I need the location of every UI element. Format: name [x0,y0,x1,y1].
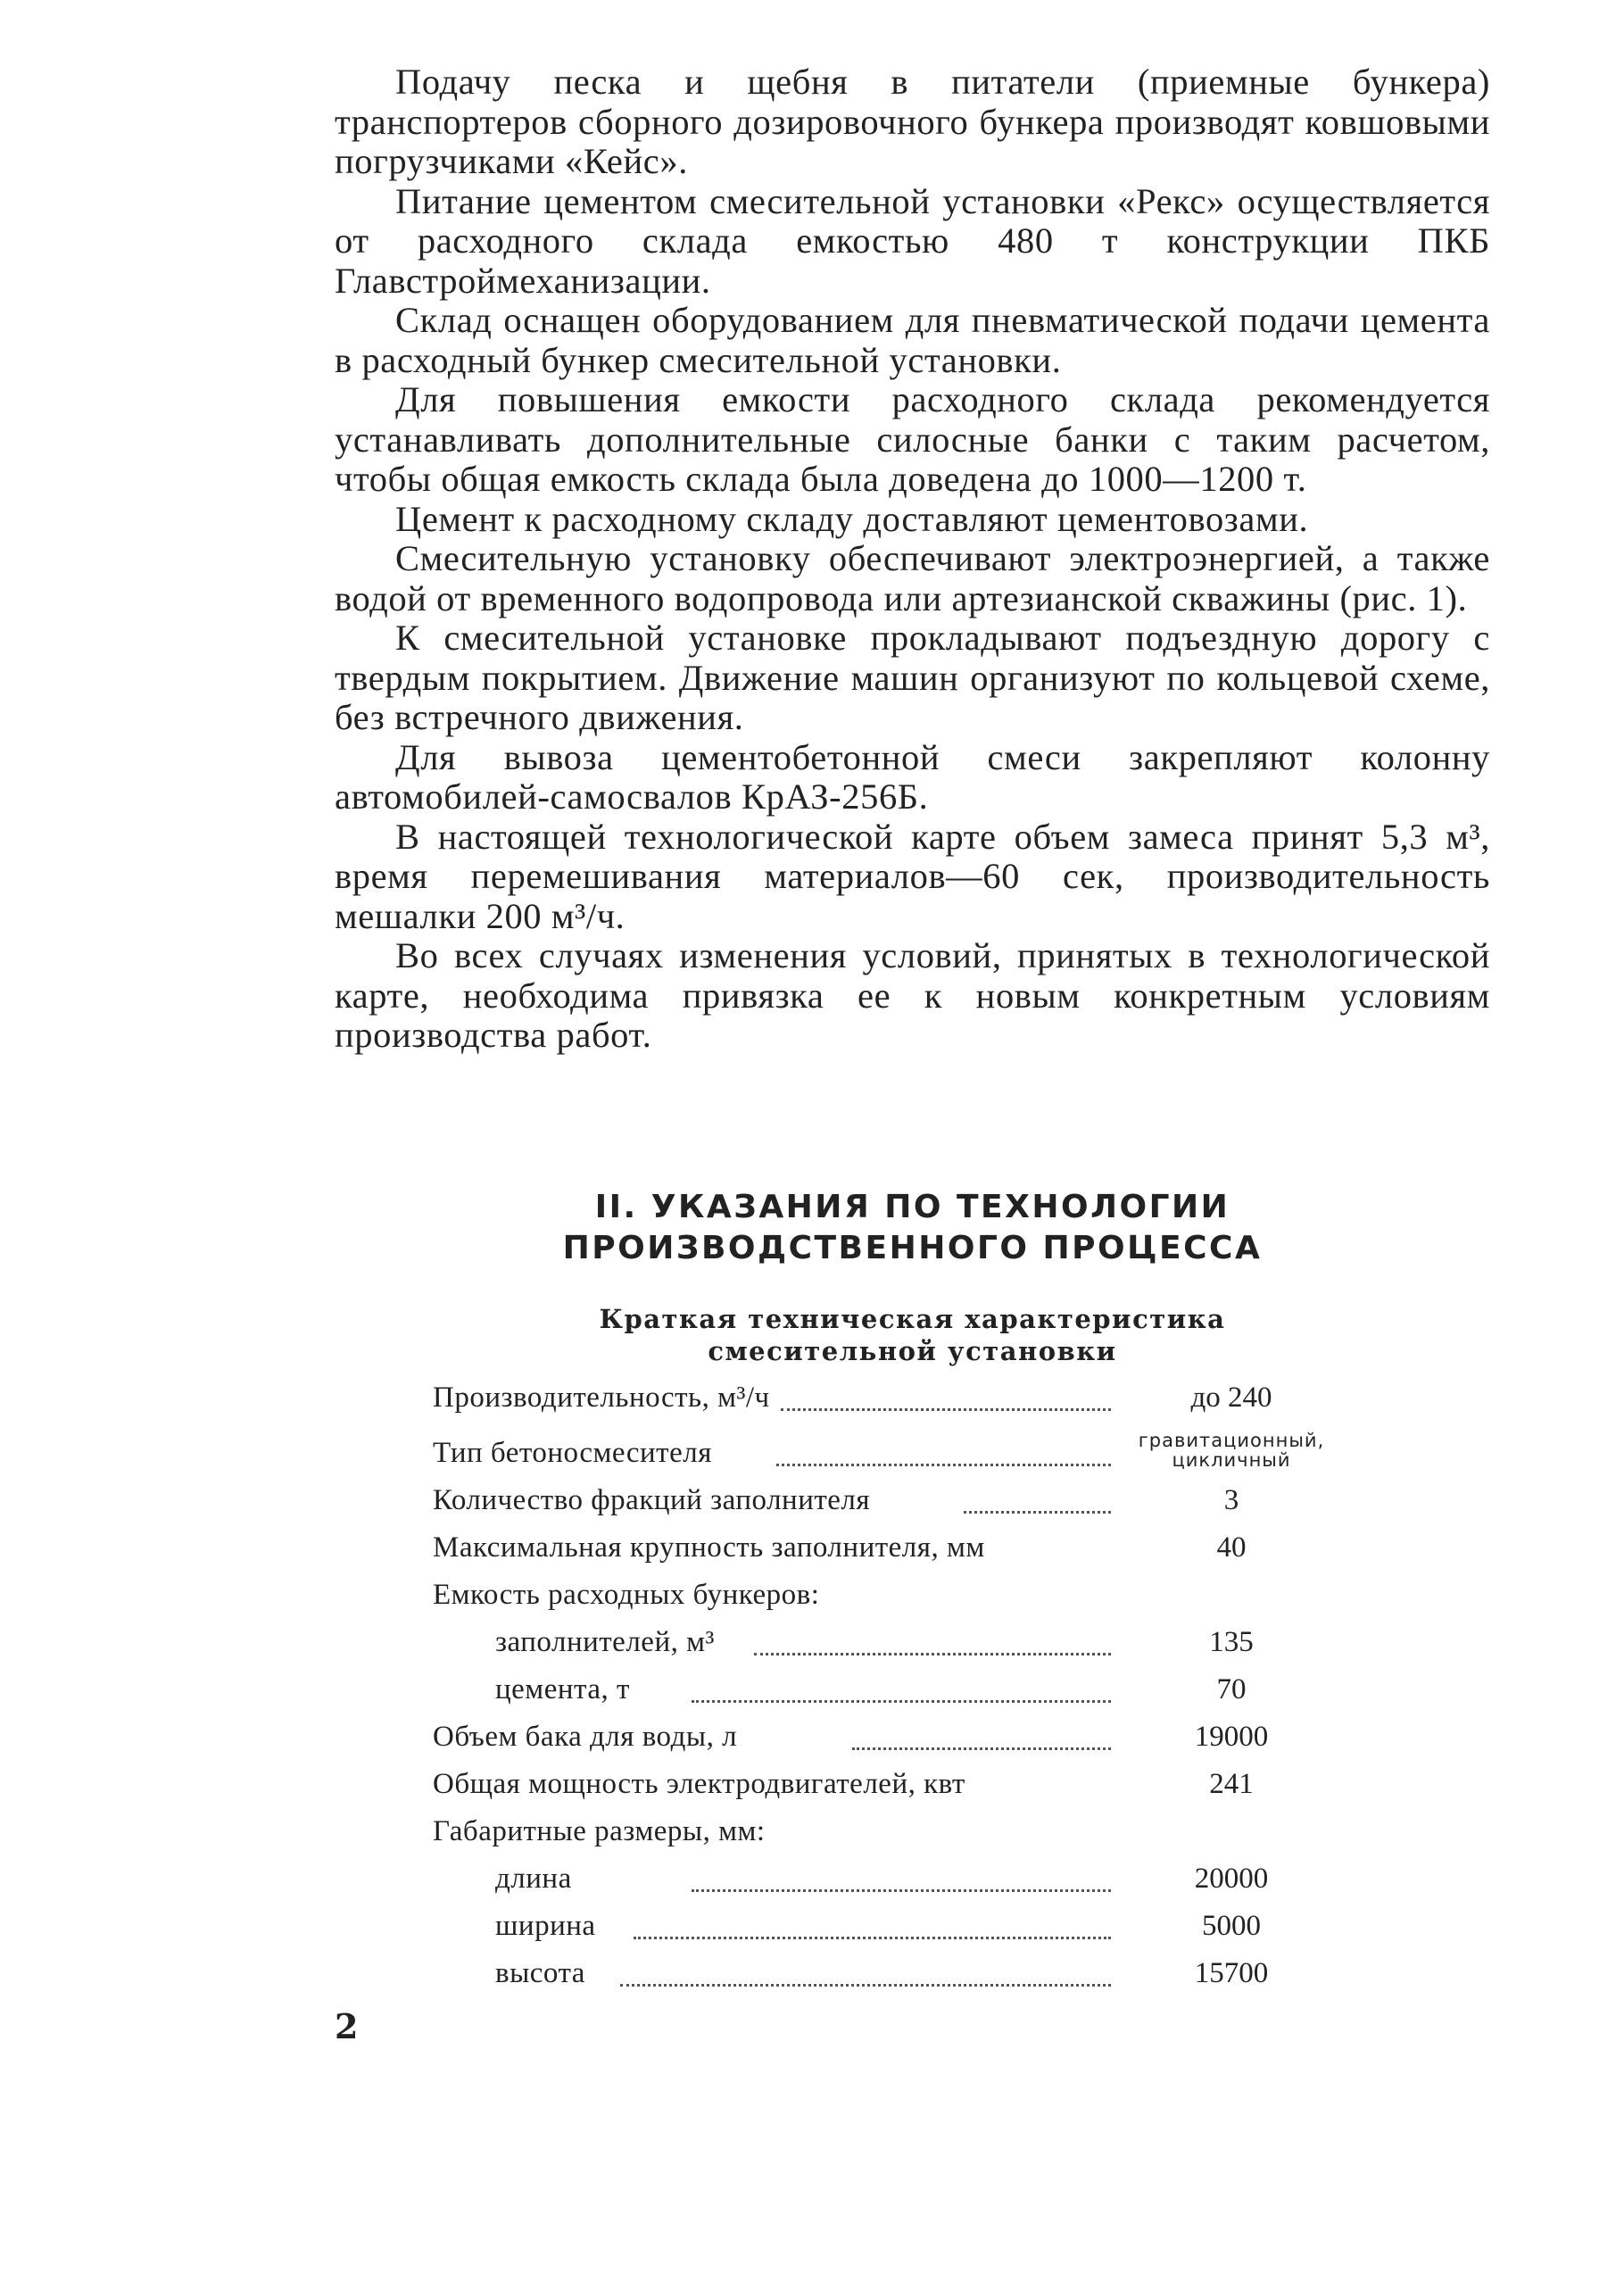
paragraph: Во всех случаях изменения условий, принятых в технологической карте, необходима привязка ее к новым конкретным условиям производства работ. [335,935,1490,1055]
paragraph: Смесительную установку обеспечивают электроэнергией, а также водой от временного водопровода или артезианской скважины (рис. 1). [335,538,1490,618]
paragraph: Склад оснащен оборудованием для пневматической подачи цемента в расходный бункер смесительной установки. [335,300,1490,380]
spec-value: 40 [1216,1531,1247,1564]
spec-value: до 240 [1190,1382,1272,1414]
spec-row-cement [433,1666,1334,1714]
spec-row-fractions [433,1477,1334,1524]
spec-row-height [433,1950,1334,1997]
spec-label: Общая мощность электродвигателей, квт [433,1768,965,1800]
table-caption [335,1303,1490,1367]
spec-label: цемента, т [495,1673,630,1705]
spec-value-line: гравитационный, [1138,1430,1325,1451]
spec-row-motor-power [433,1761,1334,1808]
section-title-line: ПРОИЗВОДСТВЕННОГО ПРОЦЕССА [562,1230,1263,1266]
spec-row-mixer-type [433,1422,1334,1477]
spec-value: 15700 [1194,1957,1269,1989]
page-number: 2 [335,2006,359,2046]
spec-row-max-size [433,1524,1334,1572]
body-text [335,62,1490,1056]
paragraph: Для вывоза цементобетонной смеси закрепляют колонну автомобилей-самосвалов КрАЗ-256Б. [335,736,1490,817]
paragraph: К смесительной установке прокладывают подъездную дорогу с твердым покрытием. Движение машин организуют по кольцевой схеме, без встречного движения. [335,618,1490,737]
dot-leader [776,1464,1111,1466]
spec-value: 19000 [1194,1721,1269,1753]
section-title [335,1187,1490,1269]
spec-label: заполнителей, м³ [495,1626,715,1658]
dot-leader [754,1653,1111,1655]
spec-label: ширина [495,1910,596,1942]
spec-value-line: цикличный [1172,1449,1291,1471]
spec-row-aggregates [433,1619,1334,1666]
spec-value: 3 [1223,1484,1239,1516]
spec-label: Количество фракций заполнителя [433,1484,871,1516]
dot-leader [852,1747,1111,1750]
spec-value: 5000 [1202,1910,1261,1942]
dot-leader [692,1889,1111,1892]
dot-leader [964,1511,1111,1514]
spec-label: Максимальная крупность заполнителя, мм [433,1531,985,1564]
paragraph: Для повышения емкости расходного склада рекомендуется устанавливать дополнительные силосные банки с таким расчетом, чтобы общая емкость склада была доведена до 1000—1200 т. [335,379,1490,499]
spec-label: высота [495,1957,585,1989]
section-title-line: II. УКАЗАНИЯ ПО ТЕХНОЛОГИИ [594,1189,1230,1225]
dot-leader [620,1984,1111,1987]
dot-leader [781,1408,1111,1411]
spec-label: длина [495,1863,572,1895]
spec-row-water-tank [433,1714,1334,1761]
spec-value: 241 [1209,1768,1254,1800]
spec-row-width [433,1903,1334,1950]
spec-value [1129,1431,1334,1470]
spec-row-length [433,1855,1334,1903]
spec-label: Емкость расходных бункеров: [433,1579,820,1611]
table-caption-line: Краткая техническая характеристика [599,1304,1226,1334]
paragraph: Подачу песка и щебня в питатели (приемные бункера) транспортеров сборного дозировочного бункера производят ковшовыми погрузчиками «Кейс». [335,62,1490,181]
spec-value: 20000 [1194,1863,1269,1895]
spec-label: Объем бака для воды, л [433,1721,738,1753]
paragraph: Питание цементом смесительной установки «Рекс» осуществляется от расходного склада емкостью 480 т конструкции ПКБ Главстроймеханизации. [335,180,1490,301]
spec-value: 135 [1209,1626,1254,1658]
spec-label: Производительность, м³/ч [433,1382,770,1414]
paragraph: Цемент к расходному складу доставляют цементовозами. [395,498,1309,539]
spec-row-bunkers-header [433,1572,1334,1619]
spec-table [433,1374,1334,1997]
spec-row-dimensions-header [433,1808,1334,1855]
spec-label: Тип бетоносмесителя [433,1437,712,1469]
dot-leader [634,1937,1111,1939]
table-caption-line: смесительной установки [708,1336,1117,1366]
paragraph: В настоящей технологической карте объем замеса принят 5,3 м³, время перемешивания материалов—60 сек, производительность мешалки 200 м³/ч. [335,816,1490,936]
dot-leader [692,1700,1111,1703]
spec-value: 70 [1216,1673,1247,1705]
spec-row-productivity [433,1374,1334,1422]
spec-label: Габаритные размеры, мм: [433,1815,766,1847]
